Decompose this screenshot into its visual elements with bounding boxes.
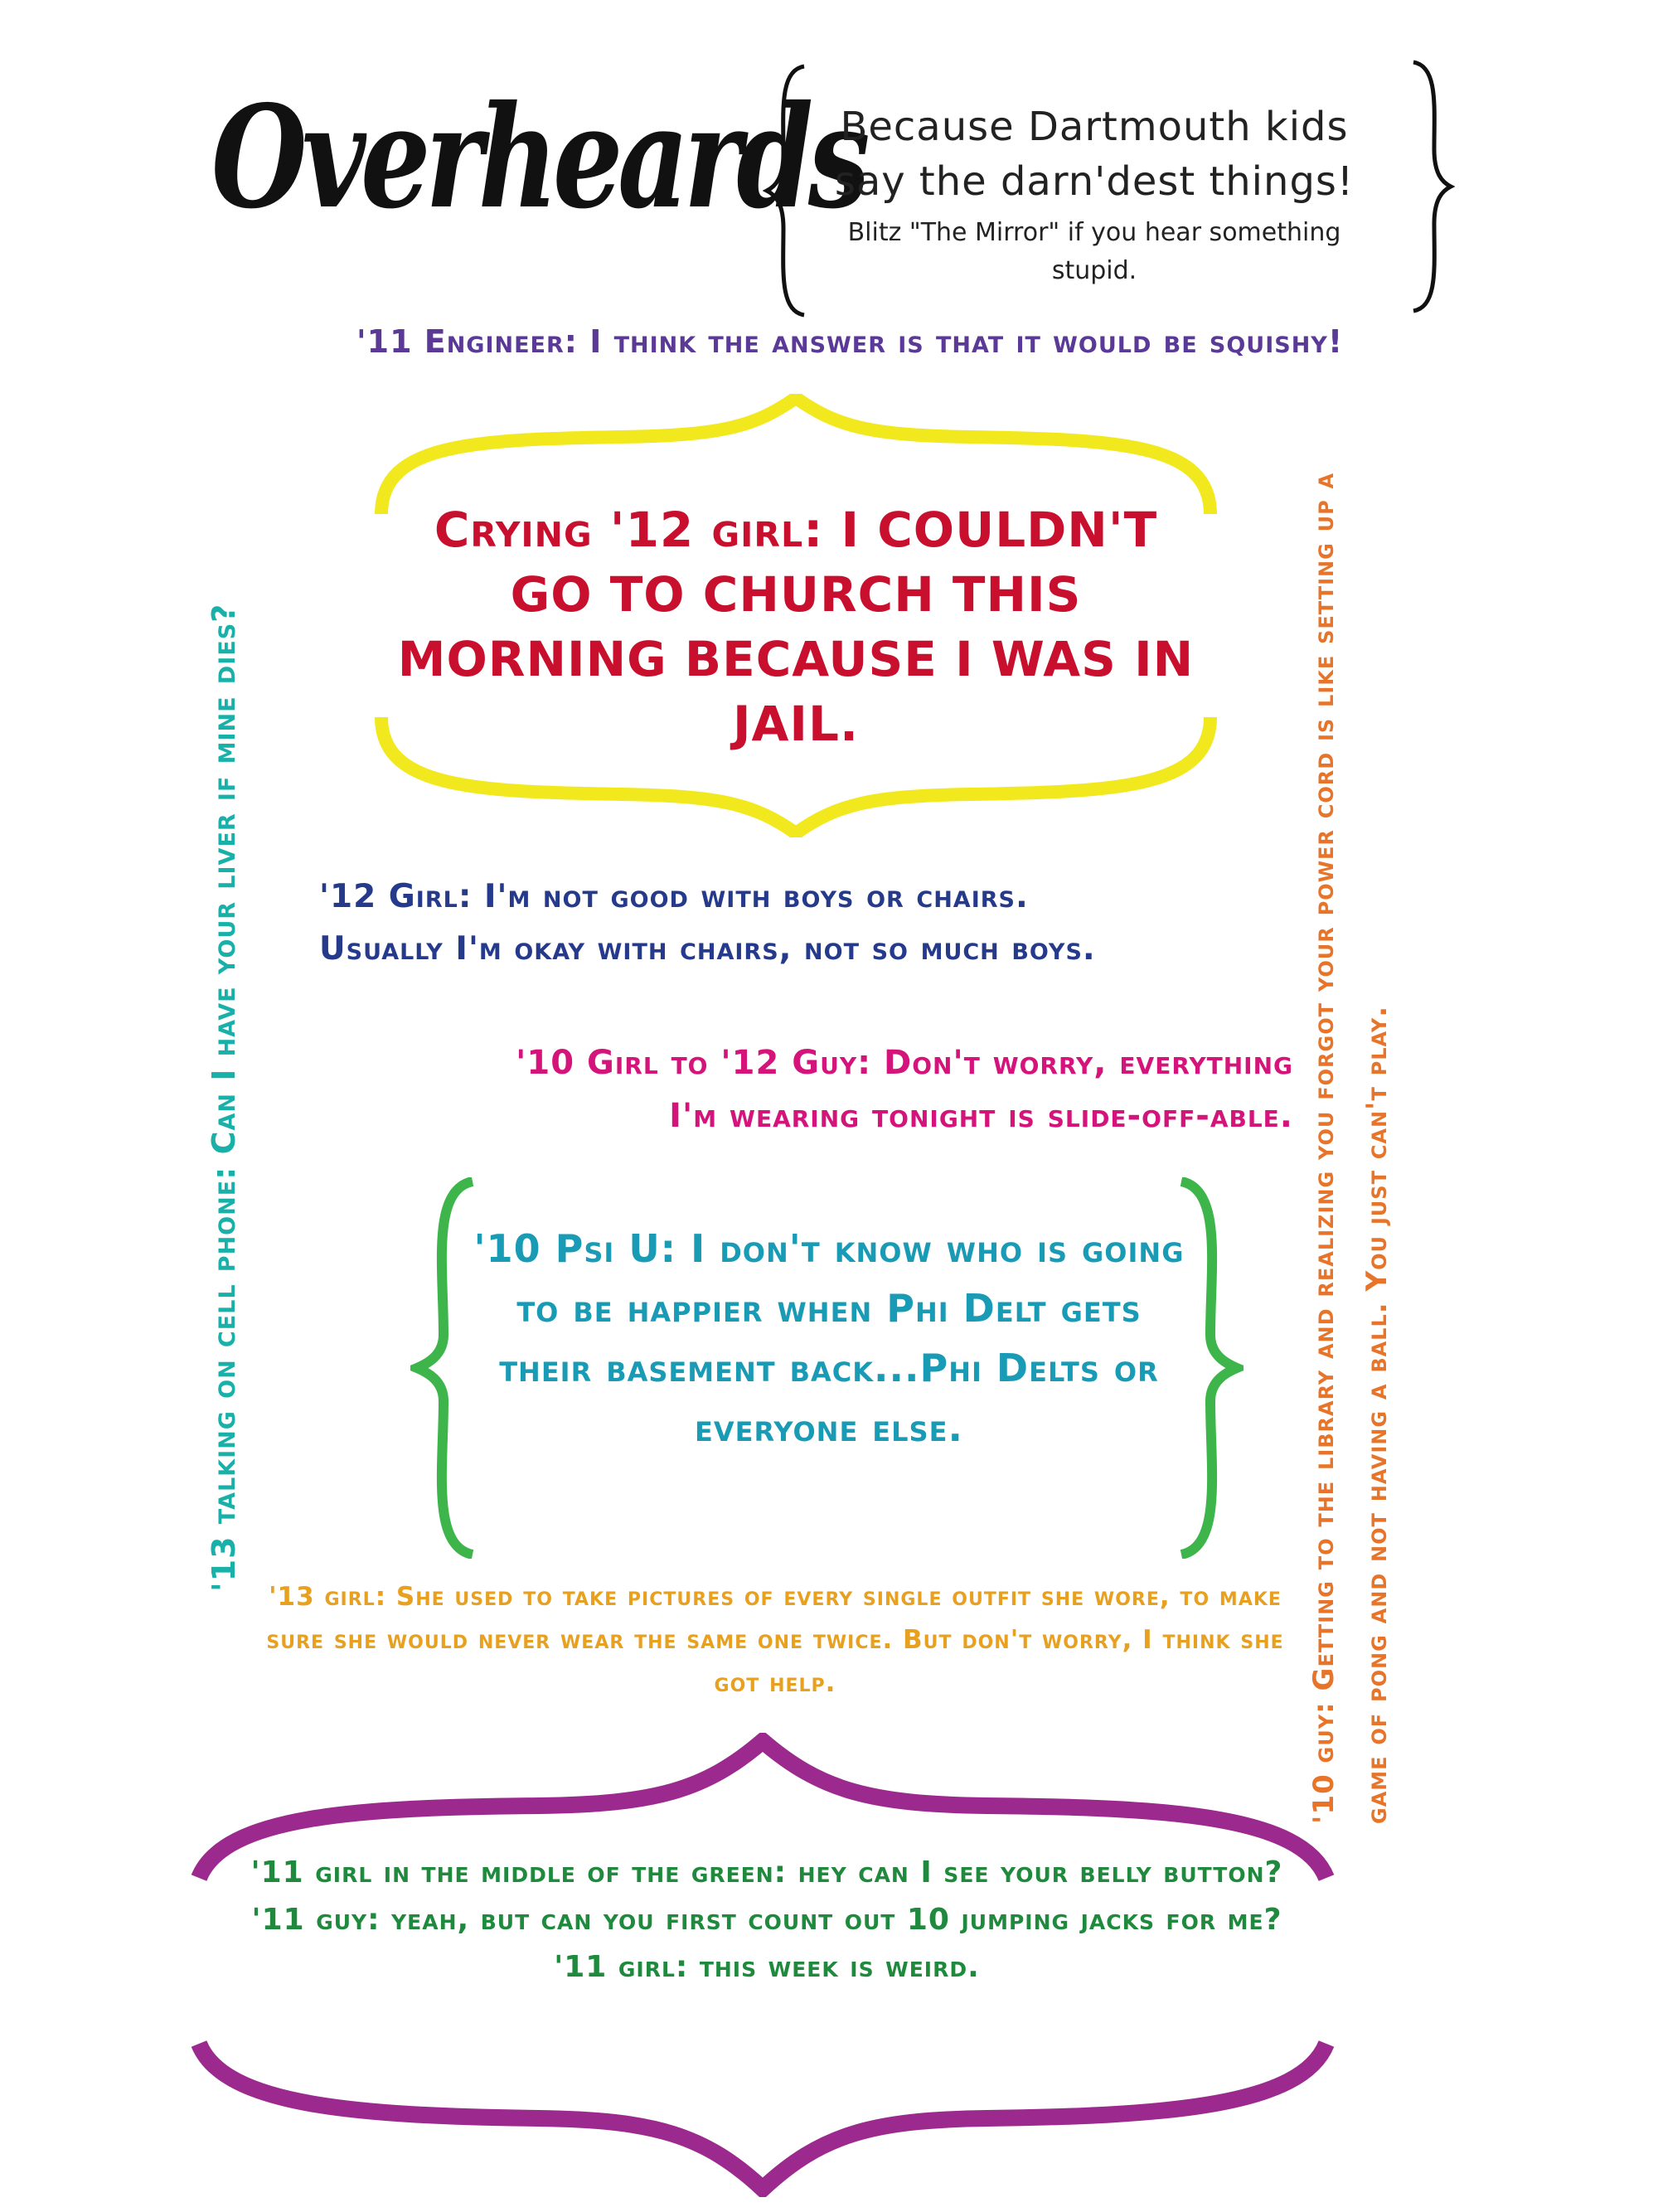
quote-outfit: '13 girl: She used to take pictures of every single outfit she wore, to make sure she would never wear the same one twice. But don't worry, I think she got help. bbox=[266, 1582, 1284, 1698]
quote-engineer: '11 Engineer: I think the answer is that it would be squishy! bbox=[356, 323, 1344, 360]
quote-liver-vertical: '13 talking on cell phone: Can I have your liver if mine dies? bbox=[206, 603, 242, 1592]
masthead-title: Overheards bbox=[211, 75, 865, 240]
quote-slide-line-1: '10 Girl to '12 Guy: Don't worry, everything bbox=[516, 1044, 1293, 1082]
tagline-right-brace-icon bbox=[1405, 58, 1455, 315]
quote-belly-button bbox=[224, 1849, 1310, 1991]
quote-slide-off bbox=[390, 1036, 1293, 1142]
quote-belly-line-2: '11 guy: yeah, but can you first count out 10 jumping jacks for me? bbox=[251, 1903, 1282, 1937]
tagline-sub: Blitz "The Mirror" if you hear something stupid. bbox=[847, 218, 1341, 285]
quote-crying: Crying '12 girl: I COULDN'T GO TO CHURCH THIS MORNING BECAUSE I WAS IN JAIL. bbox=[397, 502, 1195, 752]
tagline bbox=[804, 99, 1384, 290]
belly-bottom-bracket-icon bbox=[191, 2040, 1335, 2197]
quote-belly-line-3: '11 girl: this week is weird. bbox=[554, 1950, 980, 1984]
quote-belly-line-1: '11 girl in the middle of the green: hey can I see your belly button? bbox=[250, 1855, 1283, 1889]
quote-chairs-text: '12 Girl: I'm not good with boys or chairs. Usually I'm okay with chairs, not so much boys. bbox=[319, 878, 1096, 968]
tagline-main: Because Dartmouth kids say the darn'dest things! bbox=[834, 104, 1355, 205]
quote-chairs bbox=[319, 871, 1148, 975]
quote-slide-line-2: I'm wearing tonight is slide-off-able. bbox=[669, 1097, 1293, 1135]
quote-power-cord-vertical: '10 guy: Getting to the library and realizing you forgot your power cord is like setting up a game of pong and not having a ball. You just can't play. bbox=[1307, 472, 1394, 1824]
quote-psi-u: '10 Psi U: I don't know who is going to be happier when Phi Delt gets their basement back...Phi Delts or everyone else. bbox=[473, 1226, 1185, 1450]
